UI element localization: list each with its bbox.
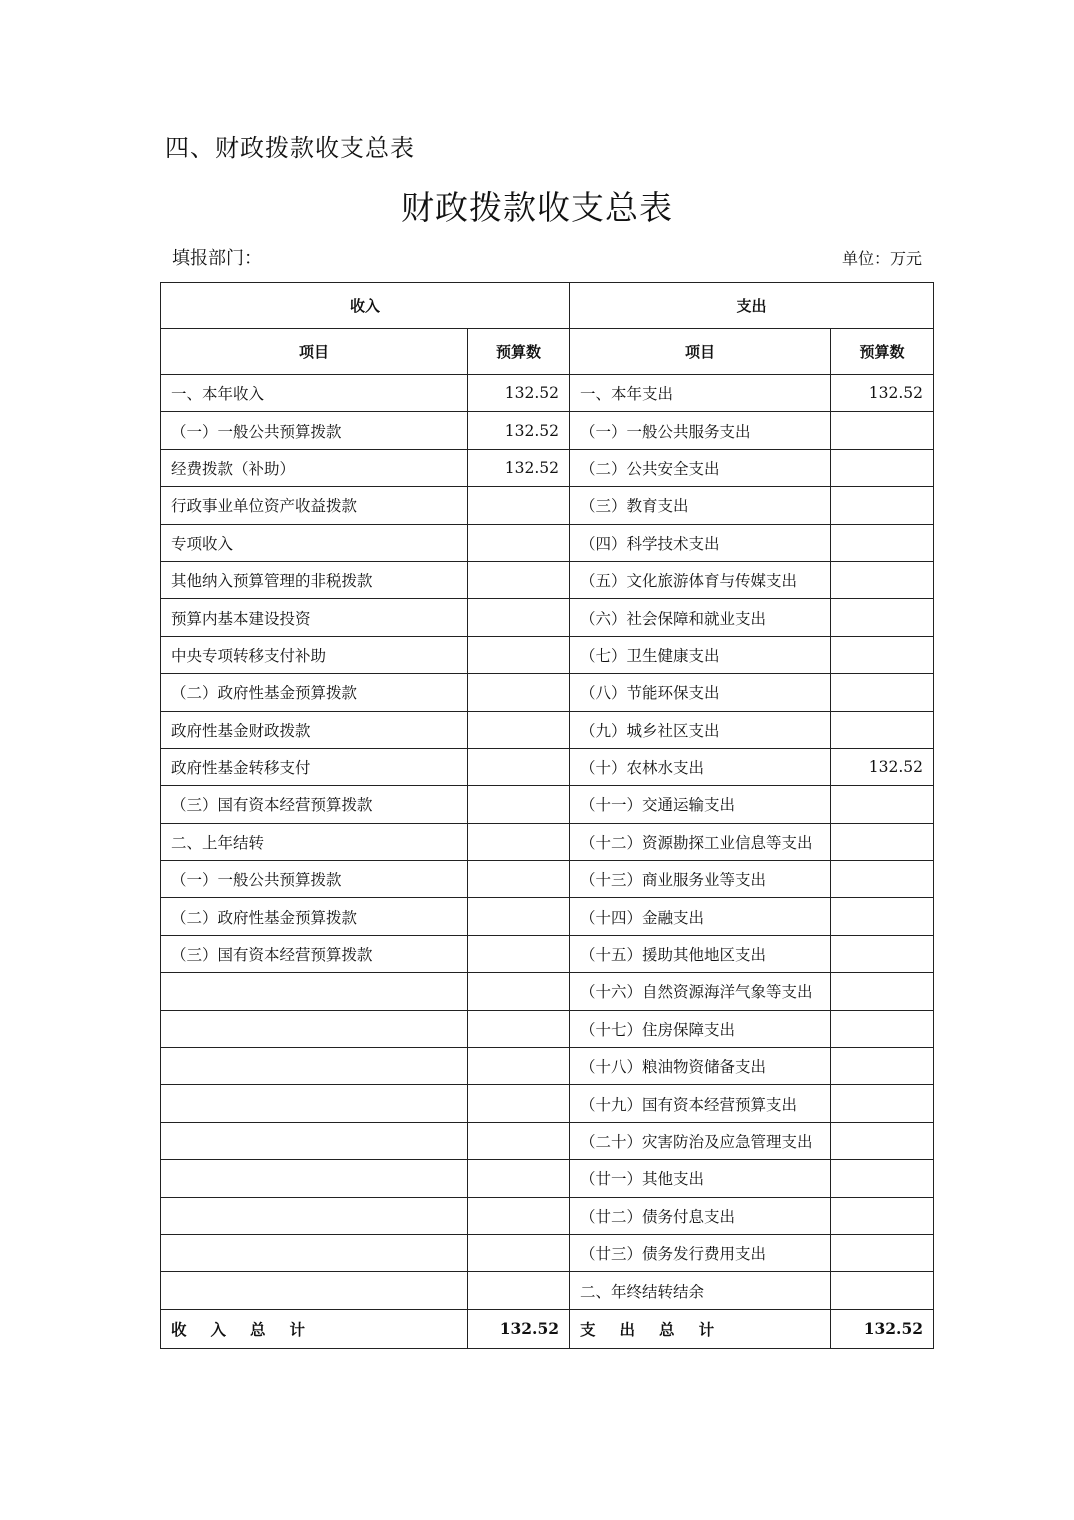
expense-item-cell: （十九）国有资本经营预算支出: [570, 1085, 831, 1122]
expense-item-cell: （十）农林水支出: [570, 748, 831, 785]
expense-item-cell: （十六）自然资源海洋气象等支出: [570, 973, 831, 1010]
expense-value-cell: [831, 412, 934, 449]
expense-value-cell: [831, 487, 934, 524]
expense-total-label: [570, 1309, 831, 1348]
column-header-row: [161, 329, 934, 375]
income-item-cell: [161, 1234, 468, 1271]
expense-value-cell: [831, 823, 934, 860]
table-row: [161, 935, 934, 972]
table-row: [161, 1234, 934, 1271]
expense-value-cell: [831, 1048, 934, 1085]
income-item-cell: [161, 1160, 468, 1197]
expense-value-cell: [831, 1234, 934, 1271]
table-row: [161, 1048, 934, 1085]
total-label-char: 收: [171, 1319, 187, 1339]
income-item-cell: [161, 973, 468, 1010]
expense-item-cell: （八）节能环保支出: [570, 674, 831, 711]
income-value-cell: [468, 935, 570, 972]
income-value-cell: [468, 599, 570, 636]
income-item-cell: [161, 1272, 468, 1309]
income-total-value: 132.52: [468, 1309, 570, 1348]
expense-value-cell: [831, 1197, 934, 1234]
expense-item-cell: （十一）交通运输支出: [570, 786, 831, 823]
income-item-cell: 一、本年收入: [161, 375, 468, 412]
total-label-char: 总: [659, 1319, 675, 1339]
total-label-char: 计: [289, 1319, 306, 1339]
expense-item-cell: （九）城乡社区支出: [570, 711, 831, 748]
table-row: [161, 674, 934, 711]
expense-item-cell: （四）科学技术支出: [570, 524, 831, 561]
table-row: [161, 487, 934, 524]
table-row: [161, 973, 934, 1010]
income-item-cell: 其他纳入预算管理的非税拨款: [161, 561, 468, 598]
expense-item-cell: （七）卫生健康支出: [570, 636, 831, 673]
table-row: [161, 1085, 934, 1122]
expense-item-cell: （廿二）债务付息支出: [570, 1197, 831, 1234]
income-value-cell: [468, 1197, 570, 1234]
expense-header: 支出: [570, 283, 934, 329]
income-item-cell: 政府性基金转移支付: [161, 748, 468, 785]
expense-item-cell: （六）社会保障和就业支出: [570, 599, 831, 636]
expense-item-cell: （十三）商业服务业等支出: [570, 861, 831, 898]
income-value-cell: [468, 898, 570, 935]
table-row: [161, 1122, 934, 1159]
expense-total-value: 132.52: [831, 1309, 934, 1348]
income-value-cell: [468, 524, 570, 561]
income-value-cell: [468, 636, 570, 673]
ledger-body: [161, 375, 934, 1310]
expense-item-cell: （廿一）其他支出: [570, 1160, 831, 1197]
total-label-char: 入: [210, 1319, 227, 1339]
income-value-cell: [468, 861, 570, 898]
expense-value-cell: [831, 1010, 934, 1047]
expense-value-cell: [831, 1272, 934, 1309]
total-row: [161, 1309, 934, 1348]
expense-item-cell: （十八）粮油物资储备支出: [570, 1048, 831, 1085]
expense-item-cell: （廿三）债务发行费用支出: [570, 1234, 831, 1271]
income-item-cell: 中央专项转移支付补助: [161, 636, 468, 673]
income-item-cell: 行政事业单位资产收益拨款: [161, 487, 468, 524]
income-value-cell: 132.52: [468, 449, 570, 486]
expense-item-cell: 一、本年支出: [570, 375, 831, 412]
income-value-cell: [468, 487, 570, 524]
expense-value-cell: [831, 786, 934, 823]
table-row: [161, 786, 934, 823]
income-item-cell: （二）政府性基金预算拨款: [161, 898, 468, 935]
expense-value-cell: [831, 561, 934, 598]
expense-value-cell: [831, 1122, 934, 1159]
table-row: [161, 1272, 934, 1309]
income-item-cell: （三）国有资本经营预算拨款: [161, 935, 468, 972]
income-value-cell: [468, 1122, 570, 1159]
income-value-cell: [468, 674, 570, 711]
income-item-cell: 二、上年结转: [161, 823, 468, 860]
table-row: [161, 748, 934, 785]
income-value-cell: [468, 1234, 570, 1271]
department-label: 填报部门：: [172, 248, 262, 269]
total-label-char: 出: [619, 1319, 636, 1339]
income-item-cell: （二）政府性基金预算拨款: [161, 674, 468, 711]
expense-value-cell: [831, 711, 934, 748]
income-value-cell: [468, 748, 570, 785]
table-row: [161, 1010, 934, 1047]
expense-value-cell: [831, 636, 934, 673]
expense-value-cell: [831, 861, 934, 898]
income-item-cell: 预算内基本建设投资: [161, 599, 468, 636]
expense-item-cell: （五）文化旅游体育与传媒支出: [570, 561, 831, 598]
income-budget-header: 预算数: [468, 329, 570, 375]
income-item-cell: （一）一般公共预算拨款: [161, 861, 468, 898]
total-label-char: 支: [580, 1319, 596, 1339]
table-row: [161, 561, 934, 598]
income-value-cell: [468, 1010, 570, 1047]
expense-value-cell: 132.52: [831, 748, 934, 785]
expense-item-cell: （二）公共安全支出: [570, 449, 831, 486]
income-item-cell: [161, 1122, 468, 1159]
expense-item-cell: （十二）资源勘探工业信息等支出: [570, 823, 831, 860]
table-title: 财政拨款收支总表: [401, 188, 673, 227]
income-value-cell: [468, 1048, 570, 1085]
table-row: [161, 449, 934, 486]
expense-item-cell: （一）一般公共服务支出: [570, 412, 831, 449]
table-row: [161, 823, 934, 860]
income-item-cell: 经费拨款（补助）: [161, 449, 468, 486]
expense-value-cell: [831, 1160, 934, 1197]
expense-value-cell: [831, 973, 934, 1010]
expense-value-cell: [831, 1085, 934, 1122]
expense-budget-header: 预算数: [831, 329, 934, 375]
income-item-cell: [161, 1197, 468, 1234]
total-label-char: 总: [250, 1319, 266, 1339]
income-value-cell: [468, 786, 570, 823]
expense-item-cell: （三）教育支出: [570, 487, 831, 524]
income-item-cell: [161, 1010, 468, 1047]
income-item-cell: 专项收入: [161, 524, 468, 561]
income-item-cell: [161, 1048, 468, 1085]
expense-item-cell: （二十）灾害防治及应急管理支出: [570, 1122, 831, 1159]
expense-item-cell: 二、年终结转结余: [570, 1272, 831, 1309]
table-row: [161, 412, 934, 449]
table-row: [161, 1160, 934, 1197]
income-value-cell: 132.52: [468, 375, 570, 412]
income-value-cell: [468, 561, 570, 598]
table-row: [161, 711, 934, 748]
table-row: [161, 861, 934, 898]
table-row: [161, 1197, 934, 1234]
income-total-label: [161, 1309, 468, 1348]
income-value-cell: [468, 1160, 570, 1197]
income-item-cell: [161, 1085, 468, 1122]
total-label-char: 计: [698, 1319, 715, 1339]
expense-value-cell: 132.52: [831, 375, 934, 412]
unit-label: 单位：万元: [841, 249, 922, 268]
group-header-row: [161, 283, 934, 329]
income-value-cell: [468, 711, 570, 748]
appropriation-summary-table: [160, 282, 934, 1349]
income-item-cell: 政府性基金财政拨款: [161, 711, 468, 748]
income-item-cell: （一）一般公共预算拨款: [161, 412, 468, 449]
income-header: 收入: [161, 283, 570, 329]
expense-value-cell: [831, 898, 934, 935]
expense-value-cell: [831, 449, 934, 486]
table-row: [161, 898, 934, 935]
expense-value-cell: [831, 524, 934, 561]
income-value-cell: [468, 1272, 570, 1309]
expense-value-cell: [831, 935, 934, 972]
table-row: [161, 375, 934, 412]
expense-item-header: 项目: [570, 329, 831, 375]
expense-item-cell: （十四）金融支出: [570, 898, 831, 935]
expense-item-cell: （十五）援助其他地区支出: [570, 935, 831, 972]
table-row: [161, 599, 934, 636]
table-row: [161, 636, 934, 673]
expense-item-cell: （十七）住房保障支出: [570, 1010, 831, 1047]
section-heading: 四、财政拨款收支总表: [165, 134, 415, 162]
income-value-cell: 132.52: [468, 412, 570, 449]
table-row: [161, 524, 934, 561]
expense-value-cell: [831, 674, 934, 711]
income-item-cell: （三）国有资本经营预算拨款: [161, 786, 468, 823]
income-value-cell: [468, 823, 570, 860]
income-item-header: 项目: [161, 329, 468, 375]
expense-value-cell: [831, 599, 934, 636]
income-value-cell: [468, 973, 570, 1010]
income-value-cell: [468, 1085, 570, 1122]
